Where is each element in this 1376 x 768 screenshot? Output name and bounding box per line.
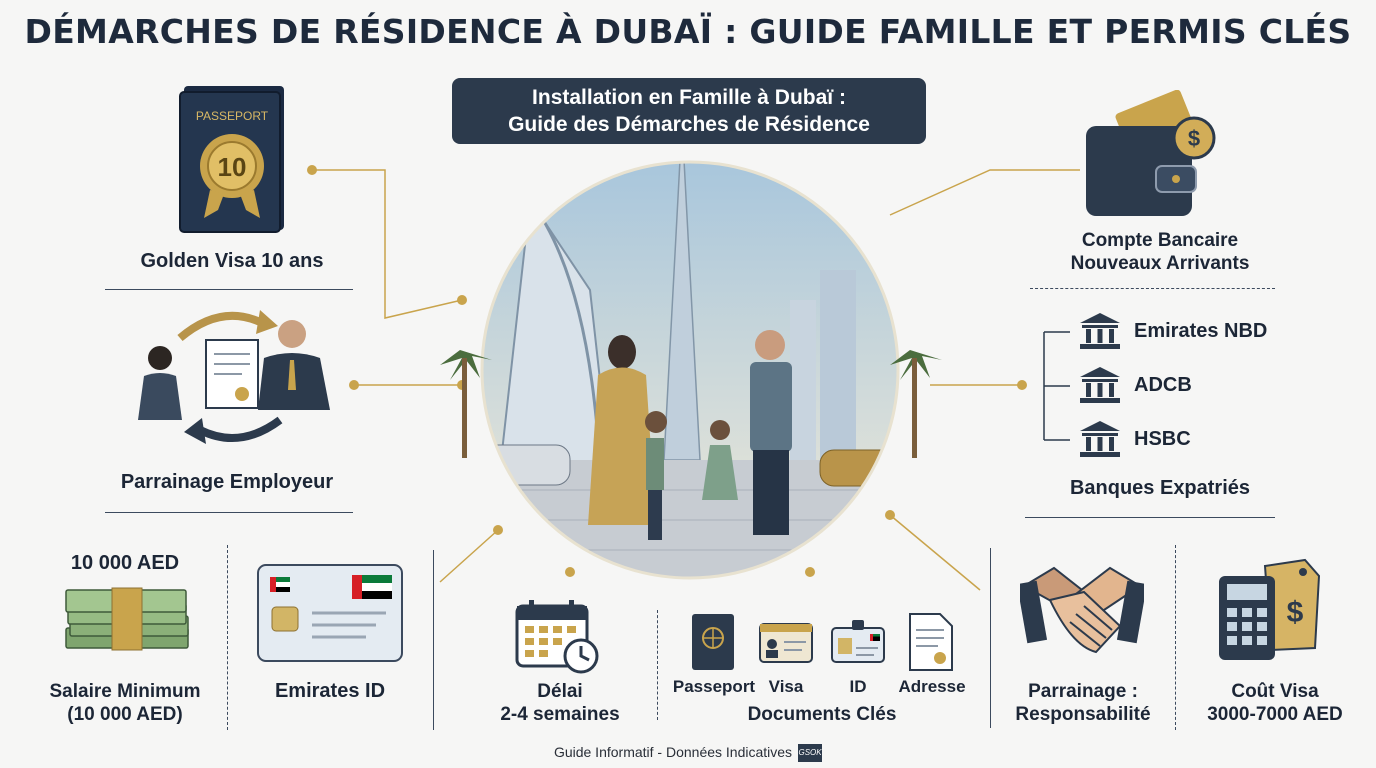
subtitle-line-2: Guide des Démarches de Résidence — [508, 113, 870, 136]
sponsorship-line-2: Responsabilité — [1015, 704, 1151, 725]
divider-bottom-4 — [990, 548, 991, 728]
medal-number: 10 — [217, 152, 247, 182]
page-title: DÉMARCHES DE RÉSIDENCE À DUBAÏ : GUIDE FAMILLE ET PERMIS CLÉS — [24, 12, 1352, 51]
passport-doc-icon — [690, 612, 736, 672]
minimum-salary-line-1: Salaire Minimum — [49, 681, 201, 702]
divider-right-2 — [1025, 517, 1275, 518]
salary-amount: 10 000 AED — [70, 552, 180, 574]
emirates-id-card-icon — [256, 563, 406, 663]
visa-doc-icon — [758, 622, 814, 664]
bank-name-adcb: ADCB — [1134, 373, 1192, 396]
sponsorship-line-1: Parrainage : — [1028, 681, 1138, 702]
svg-text:$: $ — [1187, 126, 1201, 151]
bank-name-hsbc: HSBC — [1134, 427, 1191, 450]
golden-visa-label: Golden Visa 10 ans — [140, 250, 324, 272]
sponsorship-responsibility-label — [995, 680, 1171, 726]
palm-trees — [430, 340, 950, 460]
key-documents-label: Documents Clés — [747, 704, 897, 725]
divider-bottom-3 — [657, 610, 658, 720]
employer-sponsorship-icon — [130, 300, 340, 450]
bank-list — [1078, 308, 1298, 462]
golden-visa-passport-icon — [178, 82, 288, 234]
visa-cost-label — [1180, 680, 1370, 726]
bank-account-line-1: Compte Bancaire — [1081, 230, 1239, 251]
handshake-icon — [1020, 556, 1144, 664]
key-documents — [672, 610, 972, 700]
subtitle-banner — [452, 78, 926, 144]
divider-right-1 — [1030, 288, 1275, 289]
emirates-id-label: Emirates ID — [274, 680, 386, 702]
divider-bottom-5 — [1175, 545, 1176, 730]
visa-cost-line-2: 3000-7000 AED — [1207, 704, 1343, 725]
bank-name-emirates-nbd: Emirates NBD — [1134, 319, 1268, 342]
minimum-salary-line-2: (10 000 AED) — [67, 704, 183, 725]
divider-left-2 — [105, 512, 353, 513]
divider-left-1 — [105, 289, 353, 290]
expat-banks-label: Banques Expatriés — [1069, 477, 1251, 499]
cash-stack-icon — [62, 582, 192, 662]
processing-delay-label — [480, 680, 640, 726]
minimum-salary-label — [20, 680, 230, 726]
doc-label-visa: Visa — [768, 677, 804, 696]
subtitle-line-1: Installation en Famille à Dubaï : — [532, 86, 846, 109]
calendar-clock-icon — [515, 598, 603, 674]
visa-cost-line-1: Coût Visa — [1231, 681, 1319, 702]
divider-bottom-2 — [433, 550, 434, 730]
employer-sponsorship-label: Parrainage Employeur — [120, 471, 334, 493]
divider-bottom-1 — [227, 545, 228, 730]
address-doc-icon — [908, 612, 954, 672]
bank-building-icon — [1078, 311, 1122, 351]
doc-label-id: ID — [849, 677, 867, 696]
delay-line-1: Délai — [537, 681, 583, 702]
passport-cover-text: PASSEPORT — [195, 109, 269, 123]
wallet-icon — [1080, 90, 1224, 220]
footer — [0, 744, 1376, 762]
calculator-price-tag-icon — [1215, 556, 1325, 666]
svg-text:$: $ — [1286, 596, 1304, 629]
footer-logo: GSOK — [798, 744, 822, 762]
delay-line-2: 2-4 semaines — [500, 704, 620, 725]
bank-building-icon — [1078, 419, 1122, 459]
bank-account-line-2: Nouveaux Arrivants — [1070, 253, 1250, 274]
bank-item — [1078, 308, 1298, 354]
id-card-doc-icon — [830, 618, 886, 664]
doc-label-adresse: Adresse — [898, 677, 966, 696]
bank-building-icon — [1078, 365, 1122, 405]
bank-account-label — [1040, 229, 1280, 275]
bank-item — [1078, 362, 1298, 408]
bank-item — [1078, 416, 1298, 462]
footer-text: Guide Informatif - Données Indicatives — [553, 744, 793, 760]
doc-label-passeport: Passeport — [672, 677, 756, 696]
banks-bracket — [1030, 320, 1080, 450]
